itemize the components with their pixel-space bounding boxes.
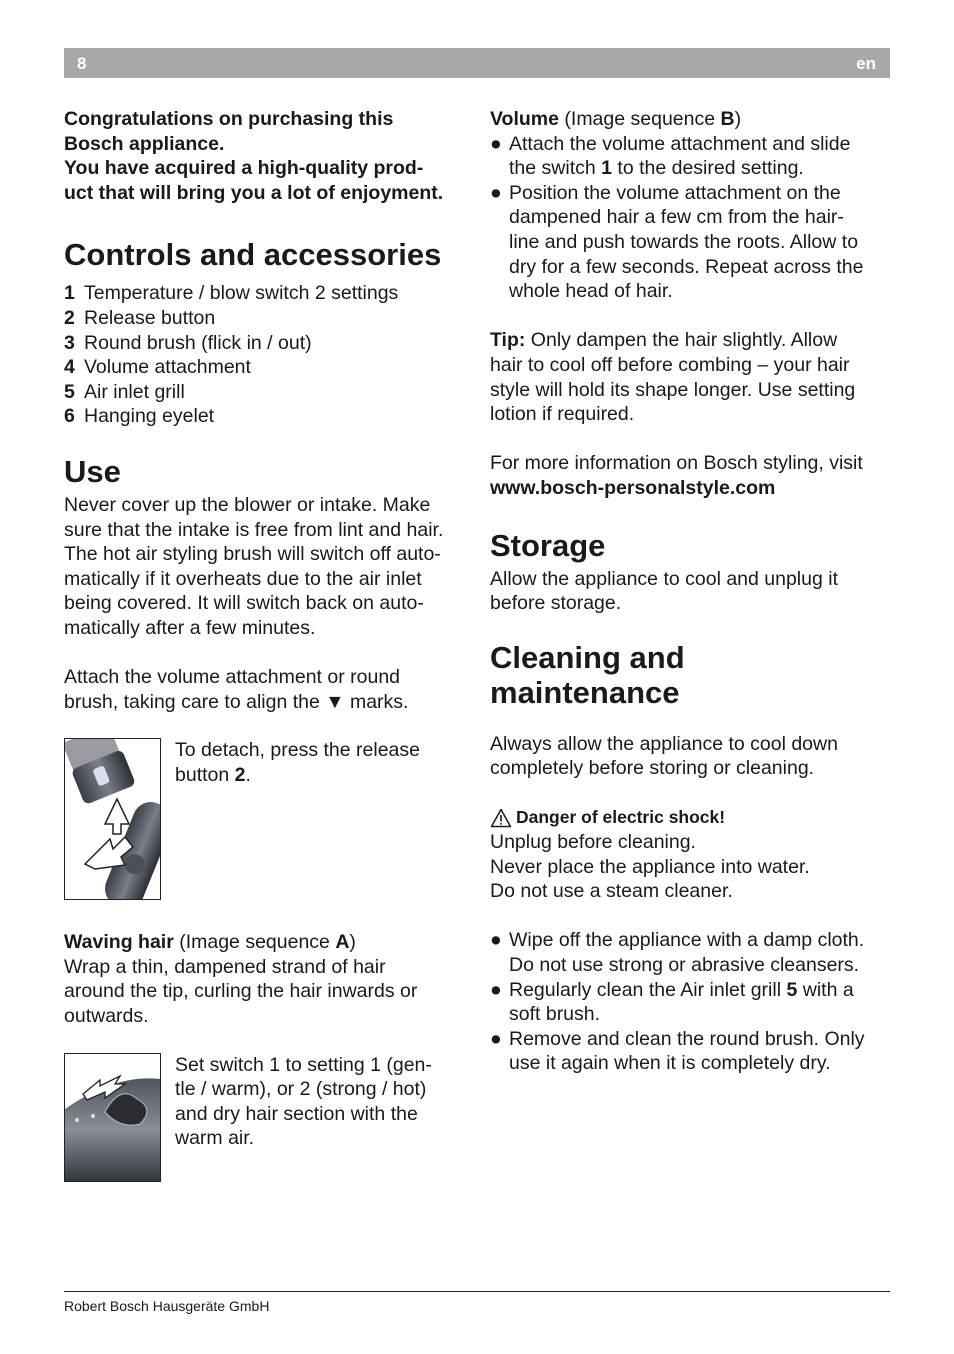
intro-line: You have acquired a high-quality prod- <box>64 157 424 180</box>
item-number: 3 <box>64 331 75 354</box>
intro-line: uct that will bring you a lot of enjoyment. <box>64 181 444 204</box>
list-item <box>64 331 464 356</box>
controls-list <box>64 281 464 429</box>
text-line: warm air. <box>175 1127 255 1150</box>
item-label: Hanging eyelet <box>84 405 215 428</box>
text-line: around the tip, curling the hair inwards or <box>64 980 418 1003</box>
left-column <box>64 107 464 1182</box>
more-info: For more information on Bosch styling, visit www.bosch-personalstyle.com <box>490 451 890 500</box>
item-number: 4 <box>64 356 75 379</box>
list-item <box>64 380 464 405</box>
cleaning-list <box>490 928 890 1076</box>
text-line: Never cover up the blower or intake. Make <box>64 493 431 516</box>
page-header-bar <box>64 48 890 78</box>
detach-text <box>175 738 420 900</box>
bosch-url-link[interactable]: www.bosch-personalstyle.com <box>490 476 776 499</box>
item-label: Volume attachment <box>84 356 251 379</box>
bullet-icon: ● <box>490 929 502 952</box>
bullet-icon: ● <box>490 978 502 1001</box>
item-label: Temperature / blow switch 2 settings <box>84 282 399 305</box>
list-item <box>64 404 464 429</box>
intro-text <box>64 107 464 205</box>
waving-title: Waving hair (Image sequence A) <box>64 931 356 954</box>
item-number: 1 <box>64 282 75 305</box>
footer-text: Robert Bosch Hausgeräte GmbH <box>64 1298 270 1314</box>
list-item: ● Regularly clean the Air inlet grill 5 with a soft brush. <box>490 978 854 1026</box>
volume-list <box>490 132 890 304</box>
controls-heading: Controls and accessories <box>64 237 442 273</box>
list-item <box>64 355 464 380</box>
list-item: ● Position the volume attachment on the dampened hair a few cm from the hair- line and push towards the roots. Allow to dry for a few seconds. Repeat across the whole head of hair. <box>490 181 864 303</box>
text-line: Attach the volume attachment or round <box>64 666 401 689</box>
item-label: Release button <box>84 306 216 329</box>
use-heading: Use <box>64 453 121 489</box>
intro-line: Bosch appliance. <box>64 132 225 155</box>
danger-block: Danger of electric shock! Unplug before cleaning. Never place the appliance into water. Do not use a steam cleaner. <box>490 805 890 903</box>
text-line: brush, taking care to align the ▼ marks. <box>64 690 409 713</box>
text-line: matically if it overheats due to the air inlet <box>64 567 422 590</box>
list-item: ● Wipe off the appliance with a damp cloth. Do not use strong or abrasive cleansers. <box>490 929 865 977</box>
list-item: ● Attach the volume attachment and slide the switch 1 to the desired setting. <box>490 132 851 180</box>
waving-section <box>64 930 464 1028</box>
page-number: 8 <box>77 54 87 73</box>
attach-paragraph <box>64 665 464 714</box>
storage-text: Allow the appliance to cool and unplug it before storage. <box>490 567 838 615</box>
use-paragraph <box>64 493 464 641</box>
text-line: tle / warm), or 2 (strong / hot) <box>175 1078 427 1101</box>
item-number: 5 <box>64 380 75 403</box>
cleaning-text: Always allow the appliance to cool down completely before storing or cleaning. <box>490 732 838 780</box>
item-number: 6 <box>64 405 75 428</box>
switch-figure-row <box>64 1053 464 1182</box>
detach-illustration <box>64 738 161 900</box>
switch-text <box>175 1053 432 1182</box>
item-label: Round brush (flick in / out) <box>84 331 312 354</box>
text-line: The hot air styling brush will switch off auto- <box>64 543 441 566</box>
text-line: outwards. <box>64 1005 149 1028</box>
text-line: button 2. <box>175 763 251 786</box>
text-line: and dry hair section with the <box>175 1102 418 1125</box>
text-line: To detach, press the release <box>175 739 420 762</box>
detach-figure-row <box>64 738 464 900</box>
intro-line: Congratulations on purchasing this <box>64 108 394 130</box>
danger-title: Danger of electric shock! <box>490 805 890 830</box>
bullet-icon: ● <box>490 132 502 155</box>
right-column <box>490 107 890 1076</box>
list-item <box>64 281 464 306</box>
footer-divider <box>64 1291 890 1292</box>
text-line: Wrap a thin, dampened strand of hair <box>64 955 386 978</box>
text-line: matically after a few minutes. <box>64 616 316 639</box>
item-number: 2 <box>64 306 75 329</box>
list-item <box>64 306 464 331</box>
list-item: ● Remove and clean the round brush. Only use it again when it is completely dry. <box>490 1027 865 1075</box>
warning-triangle-icon <box>490 808 512 828</box>
part-number: 2 <box>234 763 246 786</box>
cleaning-heading: Cleaning and maintenance <box>490 639 685 710</box>
bullet-icon: ● <box>490 1027 502 1050</box>
text-line: Set switch 1 to setting 1 (gen- <box>175 1053 432 1076</box>
item-label: Air inlet grill <box>84 380 185 403</box>
text-line: being covered. It will switch back on auto- <box>64 592 424 615</box>
bullet-icon: ● <box>490 181 502 204</box>
volume-title: Volume (Image sequence B) <box>490 108 742 130</box>
switch-illustration <box>64 1053 161 1182</box>
language-code: en <box>856 54 876 73</box>
text-line: sure that the intake is free from lint and hair. <box>64 518 444 541</box>
tip-paragraph: Tip: Only dampen the hair slightly. Allow hair to cool off before combing – your hair style will hold its shape longer. Use setting lotion if required. <box>490 329 856 426</box>
storage-heading: Storage <box>490 527 606 563</box>
